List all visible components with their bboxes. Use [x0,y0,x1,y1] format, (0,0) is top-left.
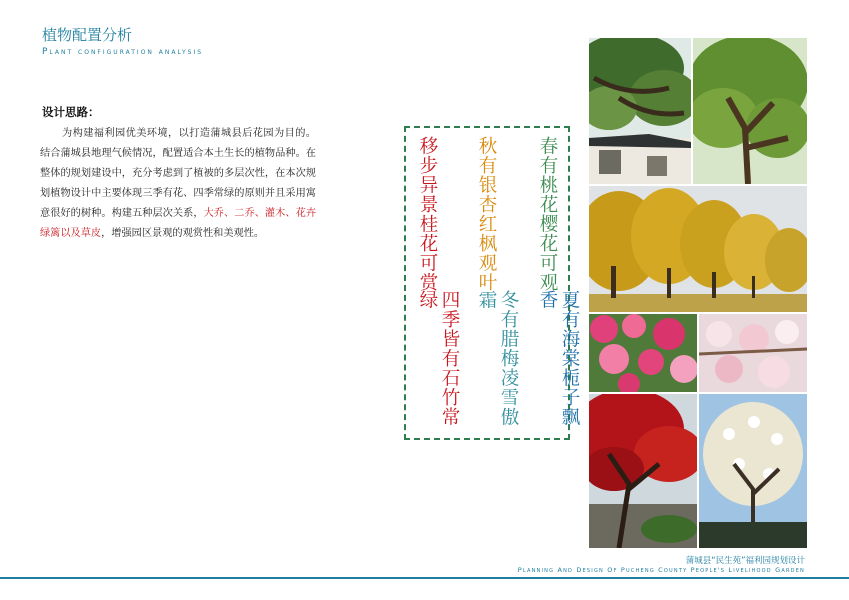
paragraph-highlight: 大乔、二乔、灌木、花卉绿篱以及草皮 [40,208,317,239]
verse-summer: 夏有海棠栀子飘香 [537,290,580,427]
ginkgo-avenue-photo [589,186,807,312]
footer-divider [0,577,849,579]
old-tree-photo [589,38,691,184]
design-heading: 设计思路： [42,105,100,119]
photo-collage [589,38,807,548]
white-pink-blossom-photo [699,314,807,392]
magnolia-photo [699,394,807,548]
verse-scenery: 移步异景桂花可赏 [417,136,438,292]
verse-spring: 春有桃花樱花可观 [537,136,558,292]
footer-title-en: Planning And Design Of Pucheng County People's Livelihood Garden [517,566,805,574]
red-maple-photo [589,394,697,548]
verse-winter: 冬有腊梅凌雪傲霜 [476,290,519,427]
page-title: 植物配置分析 [42,26,133,44]
paragraph-start: 为构建福利园优美环境，以打造蒲城县后花园为目的。结合蒲城县地理气候情况，配置适合本土生长的植物品种。在整体的规划建设中，充分考虑到了植被的多层次性，在本次规划植物设计中主要体现三季有花、四季常绿的原则并且采用寓意很好的树种。构建五种层次关系， [40,128,316,219]
verse-evergreen: 四季皆有石竹常绿 [417,290,460,427]
pink-blossom-photo [589,314,697,392]
verse-box [404,126,580,440]
verse-autumn: 秋有银杏红枫观叶 [476,136,497,292]
footer-title-cn: 蒲城县“民生苑”福利园规划设计 [685,556,805,566]
design-paragraph [40,124,316,244]
green-tree-photo [693,38,807,184]
page-subtitle-en: Plant configuration analysis [42,47,204,57]
paragraph-end: ，增强园区景观的观赏性和美观性。 [101,228,265,239]
